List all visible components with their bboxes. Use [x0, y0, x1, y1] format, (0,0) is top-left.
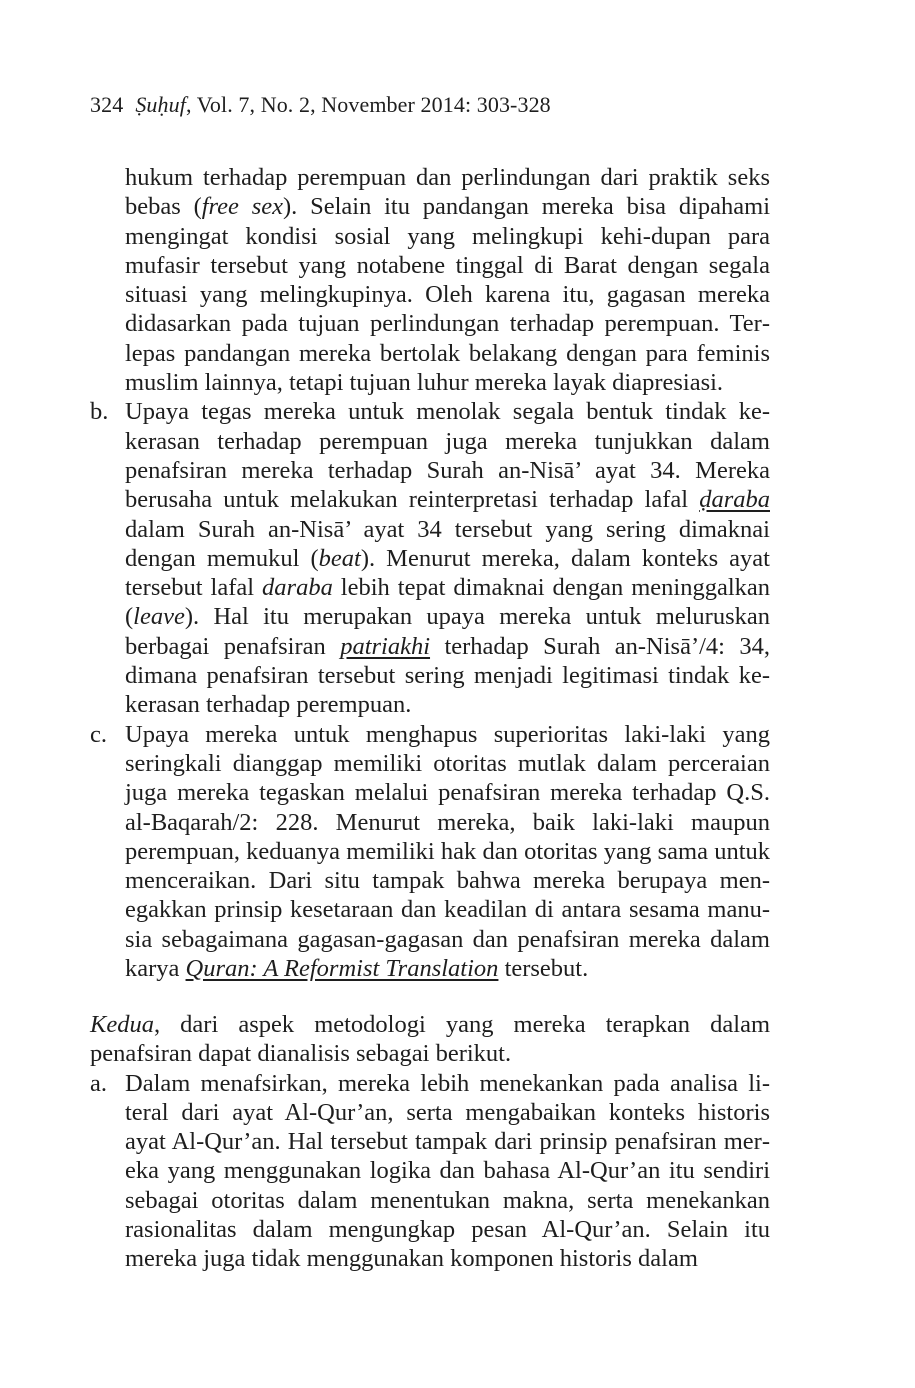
- list-item-c: [90, 720, 770, 984]
- list-item-b: [90, 397, 770, 719]
- section-intro-paragraph: Kedua, dari aspek metodologi yang mereka terapkan dalam penafsiran dapat dianalisis sebagai berikut.: [90, 1011, 770, 1068]
- page-number: 324: [90, 92, 124, 117]
- list-marker: b.: [90, 398, 109, 426]
- list-b-c: [90, 397, 770, 983]
- list-item-a: [90, 1069, 770, 1274]
- body-text-block-2: [90, 1010, 770, 1274]
- list-marker: a.: [90, 1069, 107, 1097]
- body-text-block-1: [90, 163, 770, 983]
- journal-name: Ṣuḥuf: [135, 92, 186, 117]
- list-marker: c.: [90, 720, 107, 748]
- list-a: [90, 1069, 770, 1274]
- list-item-text: Dalam menafsirkan, mereka lebih menekankan pada analisa literal dari ayat Al-Qur’an, serta mengabaikan konteks historis ayat Al-Qur’an. Hal tersebut tampak dari prinsip penafsiran mereka yang menggunakan logika dan bahasa Al-Qur’an itu sendiri sebagai otoritas dalam menentukan makna, serta menekankan rasionalitas dalam mengungkap pesan Al-Qur’an. Selain itu mereka juga tidak menggunakan komponen historis dalam: [125, 1069, 770, 1273]
- running-header: [90, 92, 551, 118]
- continuation-paragraph: hukum terhadap perempuan dan perlindungan dari praktik seks bebas (free sex). Selain itu pandangan mereka bisa dipahami mengingat kondisi sosial yang melingkupi kehi-dupan para mufasir tersebut yang notabene tinggal di Barat dengan segala situasi yang melingkupinya. Oleh karena itu, gagasan mereka didasarkan pada tujuan perlindungan terhadap perempuan. Terlepas pandangan mereka bertolak belakang dengan para feminis muslim lainnya, tetapi tujuan luhur mereka layak diapresiasi.: [125, 164, 771, 397]
- citation: , Vol. 7, No. 2, November 2014: 303-328: [185, 92, 551, 117]
- list-item-text: Upaya mereka untuk menghapus superioritas laki-laki yang seringkali dianggap memiliki otoritas mutlak dalam perceraian juga mereka tegaskan melalui penafsiran mereka terhadap Q.S. al-Baqarah/2: 228. Menurut mereka, baik laki-laki maupun perempuan, keduanya memiliki hak dan otoritas yang sama untuk menceraikan. Dari situ tampak bahwa mereka berupaya menegakkan prinsip kesetaraan dan keadilan di antara sesama manusia sebagaimana gagasan-gagasan dan penafsiran mereka dalam karya Quran: A Reformist Translation tersebut.: [125, 720, 770, 983]
- list-item-text: Upaya tegas mereka untuk menolak segala bentuk tindak kekerasan terhadap perempuan juga mereka tunjukkan dalam penafsiran mereka terhadap Surah an-Nisā’ ayat 34. Mereka berusaha untuk melakukan reinterpretasi terhadap lafal ḍaraba dalam Surah an-Nisā’ ayat 34 tersebut yang sering dimaknai dengan memukul (beat). Menurut mereka, dalam konteks ayat tersebut lafal daraba lebih tepat dimaknai dengan meninggalkan (leave). Hal itu merupakan upaya mereka untuk meluruskan berbagai penafsiran patriakhi terhadap Surah an-Nisā’/4: 34, dimana penafsiran tersebut sering menjadi legitimasi tindak kekerasan terhadap perempuan.: [125, 398, 771, 719]
